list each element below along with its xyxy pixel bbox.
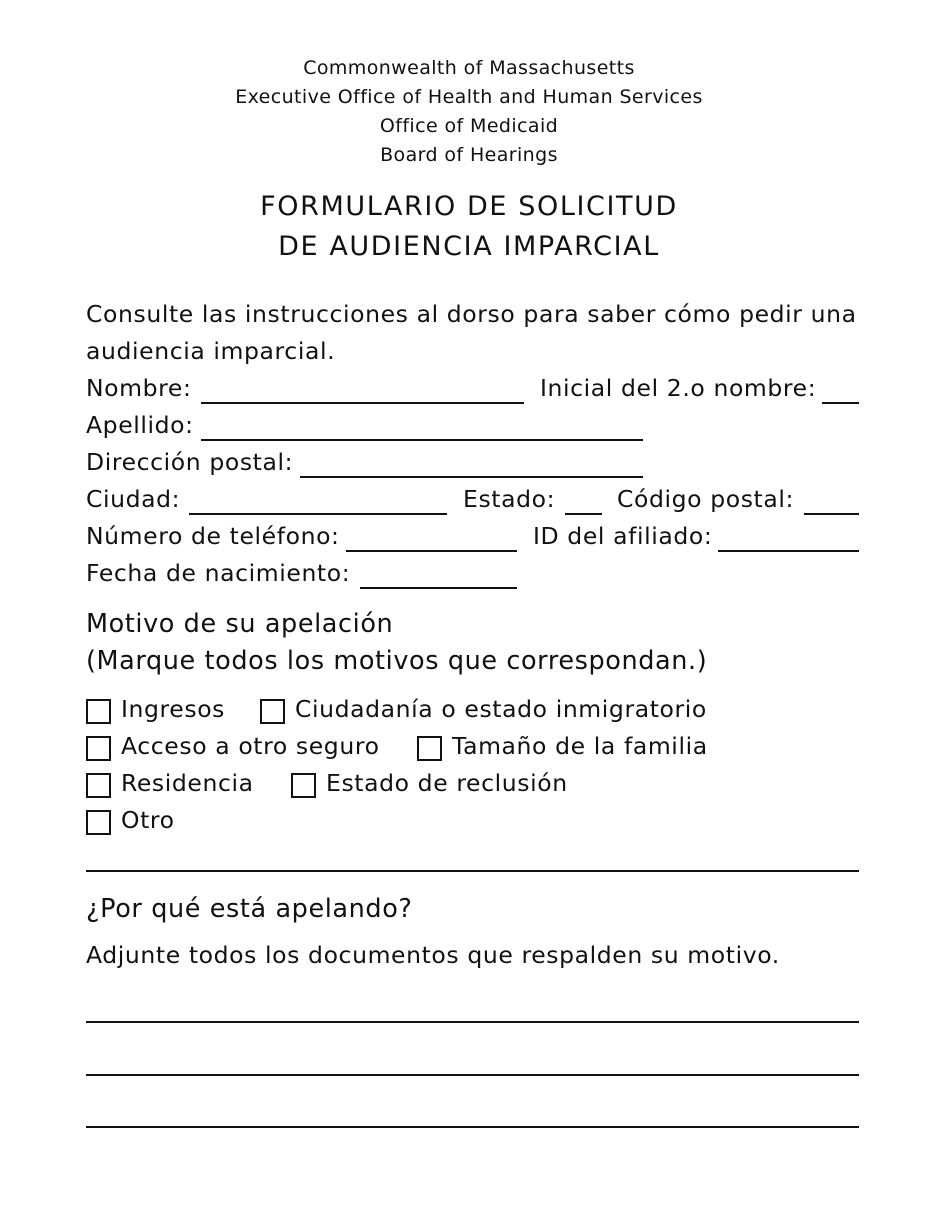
- otro-label: Otro: [121, 806, 175, 834]
- direccion-field[interactable]: [300, 476, 643, 478]
- motivo-subheading: (Marque todos los motivos que correspondan.): [86, 646, 708, 676]
- apellido-field[interactable]: [201, 439, 643, 441]
- nombre-label: Nombre:: [86, 374, 192, 402]
- intro-line1: Consulte las instrucciones al dorso para saber cómo pedir una: [86, 300, 857, 328]
- id-afiliado-field[interactable]: [718, 550, 859, 552]
- header-executive-office: Executive Office of Health and Human Services: [235, 86, 703, 108]
- tamano-familia-label: Tamaño de la familia: [452, 732, 708, 760]
- header-office-medicaid: Office of Medicaid: [379, 115, 559, 137]
- otro-write-in-line[interactable]: [86, 870, 859, 872]
- telefono-label: Número de teléfono:: [86, 522, 340, 550]
- checkbox-ingresos[interactable]: [86, 699, 111, 724]
- inicial-field[interactable]: [822, 402, 859, 404]
- estado-label: Estado:: [463, 485, 556, 513]
- codigo-postal-field[interactable]: [804, 513, 859, 515]
- header-board-hearings: Board of Hearings: [380, 144, 558, 166]
- answer-line-1[interactable]: [86, 1021, 859, 1023]
- inicial-label: Inicial del 2.o nombre:: [540, 374, 817, 402]
- ciudad-label: Ciudad:: [86, 485, 181, 513]
- ciudadania-label: Ciudadanía o estado inmigratorio: [295, 695, 707, 723]
- answer-line-3[interactable]: [86, 1126, 859, 1128]
- nombre-field[interactable]: [201, 402, 524, 404]
- answer-line-2[interactable]: [86, 1074, 859, 1076]
- ciudad-field[interactable]: [189, 513, 447, 515]
- form-title-line1: FORMULARIO DE SOLICITUD: [260, 191, 678, 222]
- telefono-field[interactable]: [346, 550, 517, 552]
- form-title-line2: DE AUDIENCIA IMPARCIAL: [278, 231, 660, 262]
- motivo-heading: Motivo de su apelación: [86, 609, 394, 639]
- checkbox-tamano-familia[interactable]: [417, 736, 442, 761]
- nacimiento-label: Fecha de nacimiento:: [86, 559, 351, 587]
- checkbox-residencia[interactable]: [86, 773, 111, 798]
- checkbox-reclusion[interactable]: [291, 773, 316, 798]
- residencia-label: Residencia: [121, 769, 254, 797]
- apellido-label: Apellido:: [86, 411, 194, 439]
- checkbox-otro[interactable]: [86, 810, 111, 835]
- ingresos-label: Ingresos: [121, 695, 226, 723]
- checkbox-acceso-seguro[interactable]: [86, 736, 111, 761]
- nacimiento-field[interactable]: [360, 587, 517, 589]
- acceso-seguro-label: Acceso a otro seguro: [121, 732, 380, 760]
- intro-line2: audiencia imparcial.: [86, 337, 336, 365]
- checkbox-ciudadania[interactable]: [260, 699, 285, 724]
- header-commonwealth: Commonwealth of Massachusetts: [303, 57, 635, 79]
- porque-instruction: Adjunte todos los documentos que respalden su motivo.: [86, 941, 780, 969]
- estado-field[interactable]: [565, 513, 602, 515]
- codigo-postal-label: Código postal:: [617, 485, 794, 513]
- id-afiliado-label: ID del afiliado:: [533, 522, 713, 550]
- direccion-label: Dirección postal:: [86, 448, 294, 476]
- porque-heading: ¿Por qué está apelando?: [86, 894, 413, 924]
- reclusion-label: Estado de reclusión: [326, 769, 568, 797]
